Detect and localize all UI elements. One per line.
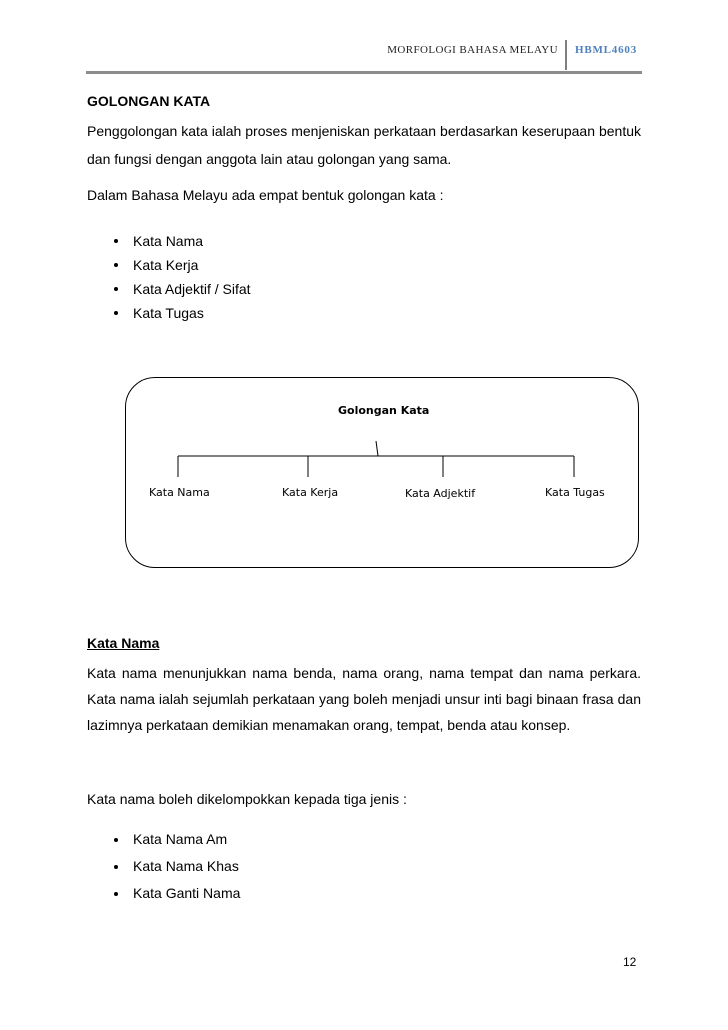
bullet-icon (114, 865, 118, 869)
diagram-child-label: Kata Nama (149, 486, 210, 499)
header-title: MORFOLOGI BAHASA MELAYU (387, 44, 558, 56)
diagram-child-label: Kata Adjektif (405, 487, 476, 500)
list-item-label: Kata Tugas (133, 305, 204, 321)
paragraph-definition: Penggolongan kata ialah proses menjeniskan perkataan berdasarkan keserupaan bentuk dan fungsi dengan anggota lain atau golongan yang sama. (87, 123, 641, 167)
paragraph-intro-list: Dalam Bahasa Melayu ada empat bentuk golongan kata : (87, 187, 444, 203)
root-connector (376, 441, 378, 456)
page-number: 12 (623, 955, 637, 969)
header-course-code: HBML4603 (575, 44, 638, 56)
list-item-label: Kata Nama Am (133, 831, 228, 847)
paragraph-kata-nama-definition: Kata nama menunjukkan nama benda, nama orang, nama tempat dan nama perkara. Kata nama ialah sejumlah perkataan yang boleh menjadi unsur inti bagi binaan frasa dan lazimnya perkataan demikian menamakan orang, tempat, benda atau konsep. (87, 665, 641, 733)
kata-nama-types-list (87, 826, 240, 907)
list-item-label: Kata Kerja (133, 257, 199, 273)
section-heading-golongan-kata: GOLONGAN KATA (87, 93, 211, 109)
bullet-icon (114, 892, 118, 896)
list-item (87, 853, 240, 880)
bullet-icon (114, 838, 118, 842)
section-heading-kata-nama: Kata Nama (87, 635, 160, 651)
list-item (87, 880, 240, 907)
diagram-child-label: Kata Kerja (282, 486, 339, 499)
list-item-label: Kata Ganti Nama (133, 885, 241, 901)
diagram-root-label: Golongan Kata (338, 404, 430, 417)
diagram-child-label: Kata Tugas (545, 486, 605, 499)
paragraph-kata-nama-types-intro: Kata nama boleh dikelompokkan kepada tiga jenis : (87, 791, 407, 807)
list-item (87, 826, 240, 853)
list-item-label: Kata Nama Khas (133, 858, 239, 874)
list-item-label: Kata Adjektif / Sifat (133, 281, 251, 297)
list-item-label: Kata Nama (133, 233, 204, 249)
